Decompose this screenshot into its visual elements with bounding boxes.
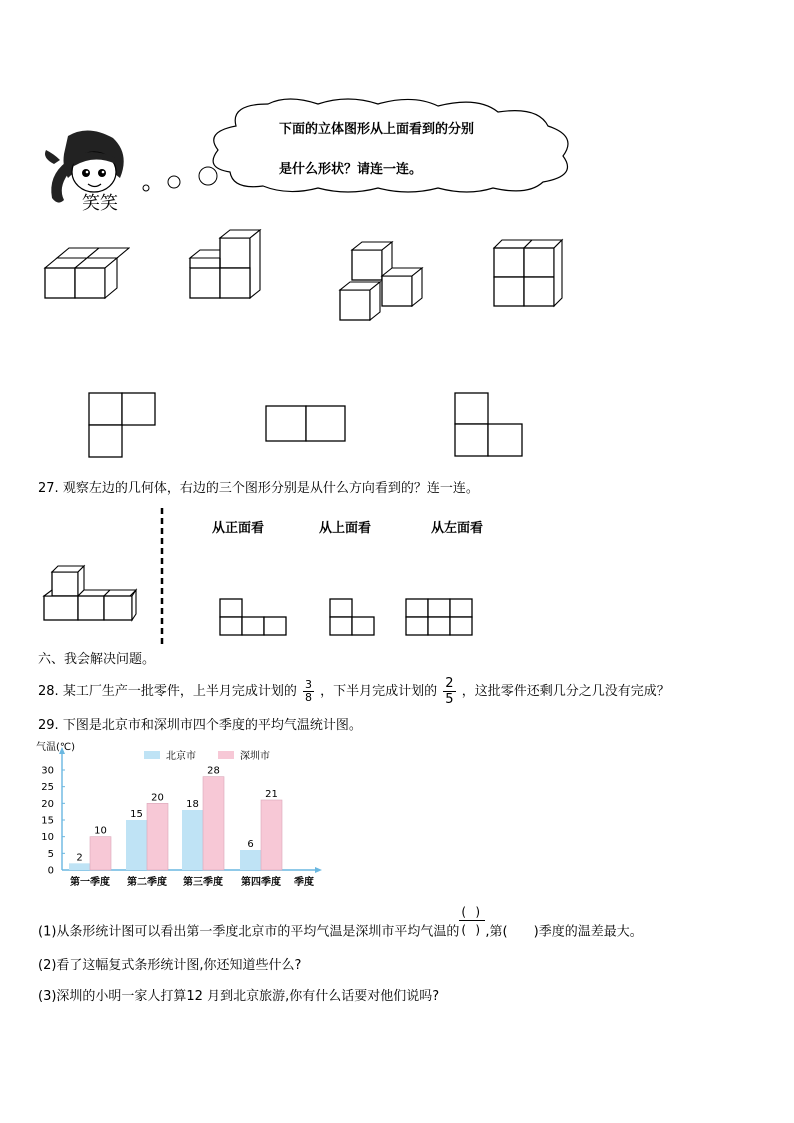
dashed-divider (159, 508, 165, 648)
y-tick-label: 0 (47, 865, 54, 877)
temperature-bar-chart (30, 738, 330, 890)
q28-text-part2: ，下半月完成计划的 (320, 684, 438, 699)
bar-2-4 (261, 800, 282, 870)
top-view-shape-2 (265, 405, 347, 443)
top-view-shape-3 (454, 392, 526, 458)
legend-label-2: 深圳市 (240, 751, 270, 762)
solid-figure-2 (186, 224, 266, 304)
bar-1-1 (69, 863, 90, 870)
y-tick-label: 10 (41, 832, 54, 844)
bar-2-1 (90, 837, 111, 870)
q29-sub1-text-a: (1)从条形统计图可以看出第一季度北京市的平均气温是深圳市平均气温的 (38, 924, 460, 940)
y-axis-label: 气温(℃) (36, 742, 76, 753)
q29-sub2: (2)看了这幅复式条形统计图,你还知道些什么? (38, 958, 302, 973)
bar-value-label: 6 (247, 839, 254, 850)
label-left-view: 从左面看 (431, 521, 484, 536)
q29-sub1-text-c: )季度的温差最大。 (533, 924, 643, 940)
view-shape-a (219, 598, 289, 638)
bar-1-3 (182, 810, 203, 870)
label-front-view: 从正面看 (212, 521, 265, 536)
q29-sub1-text-b: ,第( (485, 924, 508, 940)
blank-paren-top: ( (461, 905, 467, 919)
legend-swatch-2 (218, 751, 234, 759)
view-shape-b (329, 598, 377, 638)
bar-1-4 (240, 850, 261, 870)
x-axis-label: 季度 (294, 877, 314, 888)
bar-value-label: 20 (151, 792, 164, 804)
q28-text-part1: 某工厂生产一批零件，上半月完成计划的 (62, 684, 297, 699)
q27-solid-figure (40, 562, 144, 624)
y-tick-label: 20 (41, 798, 54, 810)
bar-value-label: 2 (76, 852, 83, 864)
legend-label-1: 北京市 (166, 751, 196, 762)
bar-2-3 (203, 777, 224, 870)
q29-number: 29. (38, 718, 59, 733)
q29-question (38, 718, 362, 734)
fraction-three-eighths: $\frac{3}{8}$ (304, 678, 312, 704)
y-tick-label: 30 (41, 765, 54, 777)
bar-1-2 (126, 820, 147, 870)
blank-paren-bottom: ) (475, 923, 481, 937)
q27-number: 27. (38, 481, 59, 496)
fraction-two-fifths: $\frac{2}{5}$ (445, 676, 454, 707)
solid-figure-3 (336, 236, 428, 326)
category-label: 第三季度 (183, 877, 223, 888)
q28-text-part3: ，这批零件还剩几分之几没有完成？ (461, 684, 670, 699)
q29-sub1 (38, 905, 643, 941)
bar-value-label: 15 (130, 809, 143, 820)
solid-figure-1 (40, 240, 130, 305)
q28-number: 28. (38, 684, 59, 699)
q27-question (38, 481, 479, 497)
bar-value-label: 21 (265, 789, 278, 800)
bubble-line-2: 是什么形状？请连一连。 (279, 162, 423, 177)
bar-2-2 (147, 803, 168, 870)
cartoon-name: 笑笑 (82, 193, 118, 214)
category-label: 第四季度 (241, 877, 281, 888)
bar-value-label: 18 (186, 799, 199, 810)
x-axis-arrow (315, 867, 322, 873)
answer-blank-fraction[interactable]: ( ) ( ) (459, 924, 485, 940)
view-shape-c (405, 598, 475, 638)
label-top-view: 从上面看 (319, 521, 372, 536)
q28-question (38, 676, 670, 707)
y-tick-label: 15 (41, 815, 54, 827)
y-tick-label: 5 (47, 848, 54, 860)
top-view-shape-1 (88, 392, 158, 458)
q29-text: 下图是北京市和深圳市四个季度的平均气温统计图。 (62, 718, 362, 733)
q29-sub3: (3)深圳的小明一家人打算12 月到北京旅游,你有什么话要对他们说吗? (38, 989, 440, 1004)
category-label: 第二季度 (127, 877, 167, 888)
bar-value-label: 28 (207, 765, 220, 777)
solid-figure-4 (490, 236, 572, 310)
bubble-line-1: 下面的立体图形从上面看到的分别 (279, 122, 475, 137)
q27-text: 观察左边的几何体，右边的三个图形分别是从什么方向看到的？连一连。 (62, 481, 479, 496)
bar-value-label: 10 (94, 825, 107, 837)
category-label: 第一季度 (70, 877, 110, 888)
section-6-title: 六、我会解决问题。 (38, 652, 156, 667)
legend-swatch-1 (144, 751, 160, 759)
y-tick-label: 25 (41, 782, 54, 794)
thought-bubble (138, 96, 588, 196)
